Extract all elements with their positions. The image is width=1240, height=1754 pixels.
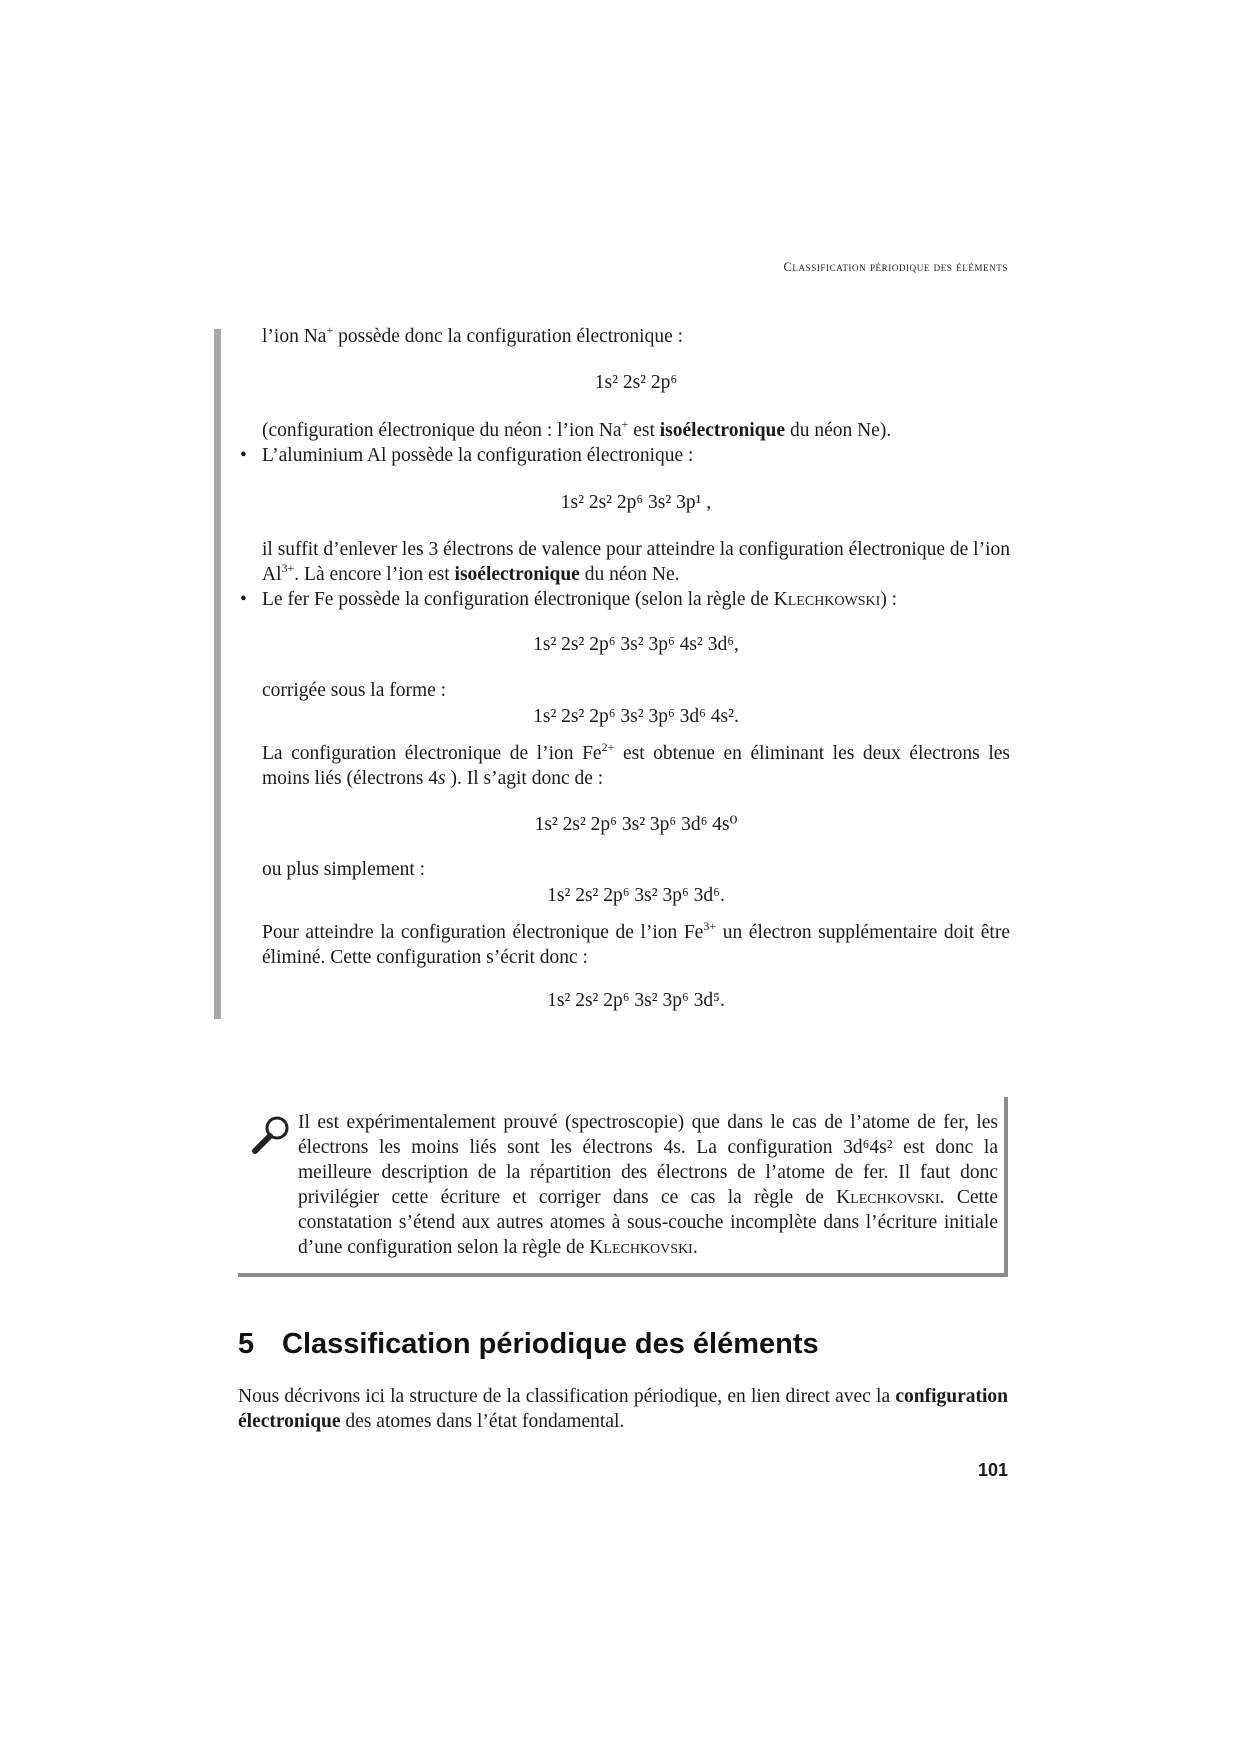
equation-6: 1s² 2s² 2p⁶ 3s² 3p⁶ 3d⁶. [547, 885, 725, 906]
paragraph-fe2 [262, 741, 1010, 791]
paragraph-na-ion [262, 324, 1010, 349]
text: . [692, 1237, 698, 1258]
text: L’aluminium Al possède la configuration électronique : [262, 445, 694, 466]
superscript: 3+ [281, 561, 295, 575]
running-head: Classification périodique des éléments [783, 260, 1008, 274]
superscript: 2+ [601, 740, 615, 754]
paragraph-al-ion [262, 537, 1010, 587]
italic-s: s [438, 768, 446, 789]
superscript: 3+ [703, 919, 717, 933]
note-text [298, 1110, 998, 1260]
equation-3: 1s² 2s² 2p⁶ 3s² 3p⁶ 4s² 3d⁶, [533, 634, 739, 655]
superscript: + [621, 417, 629, 431]
text: ) : [880, 589, 898, 610]
author-name: Klechkovski [836, 1187, 940, 1208]
page-number: 101 [977, 1460, 1008, 1480]
text: . Là encore l’ion est [294, 564, 455, 585]
text: des atomes dans l’état fondamental. [340, 1411, 625, 1432]
text: l’ion Na [262, 326, 327, 347]
text: Nous décrivons ici la structure de la classification périodique, en lien direct avec la [238, 1386, 896, 1407]
equation-5: 1s² 2s² 2p⁶ 3s² 3p⁶ 3d⁶ 4s⁰ [534, 814, 738, 835]
author-name: Klechkovski [589, 1237, 693, 1258]
text: du néon Ne. [579, 564, 680, 585]
equation-2: 1s² 2s² 2p⁶ 3s² 3p¹ , [560, 492, 712, 513]
equation-4: 1s² 2s² 2p⁶ 3s² 3p⁶ 3d⁶ 4s². [533, 706, 739, 727]
text: un électron supplémentaire doit être éliminé. Cette configuration s’écrit donc : [262, 922, 1010, 968]
section-title: Classification périodique des éléments [282, 1328, 819, 1360]
text: . Cette constatation s’étend aux autres atomes à sous-couche incomplète dans l’écriture initiale d’une configuration selon la règle de [298, 1187, 998, 1258]
bullet-fer [240, 587, 1010, 612]
section-body [238, 1384, 1008, 1434]
text: est obtenue en éliminant les deux électrons les moins liés (électrons 4 [262, 743, 1011, 789]
bullet-icon: • [240, 589, 247, 610]
text: ). Il s’agit donc de : [445, 768, 604, 789]
section-number: 5 [238, 1328, 255, 1360]
paragraph-plus-simplement: ou plus simplement : [262, 859, 426, 880]
text: Il est expérimentalement prouvé (spectroscopie) que dans le cas de l’atome de fer, les électrons les moins liés sont les électrons 4s. La configuration 3d⁶4s² est donc la meilleure description de la répartition des électrons de l’atome de fer. Il faut donc privilégier cette écriture et corriger dans ce cas la règle de [298, 1112, 998, 1208]
text: du néon Ne). [785, 420, 892, 441]
magnifier-icon [250, 1114, 292, 1156]
text: Pour atteindre la configuration électronique de l’ion Fe [262, 922, 704, 943]
bold-term: isoélectronique [659, 420, 786, 441]
equation-1: 1s² 2s² 2p⁶ [594, 372, 678, 393]
text: possède donc la configuration électronique : [333, 326, 684, 347]
bold-term: isoélectronique [454, 564, 580, 585]
text: (configuration électronique du néon : l’ion Na [262, 420, 622, 441]
paragraph-fe3 [262, 920, 1010, 970]
bullet-aluminium [240, 443, 1010, 468]
bullet-icon: • [240, 445, 247, 466]
text: La configuration électronique de l’ion Fe [262, 743, 602, 764]
text: Le fer Fe possède la configuration électronique (selon la règle de [262, 589, 774, 610]
superscript: + [326, 323, 334, 337]
author-name: Klechkowski [773, 589, 881, 610]
equation-7: 1s² 2s² 2p⁶ 3s² 3p⁶ 3d⁵. [547, 990, 725, 1011]
bold-term: configuration électronique [238, 1386, 1008, 1432]
paragraph-neon [262, 418, 1010, 443]
text: est [628, 420, 660, 441]
section-heading [238, 1328, 819, 1361]
text: il suffit d’enlever les 3 électrons de valence pour atteindre la configuration électronique de l’ion Al [262, 539, 1010, 585]
side-rule [214, 329, 221, 1019]
paragraph-corrigee: corrigée sous la forme : [262, 680, 447, 701]
